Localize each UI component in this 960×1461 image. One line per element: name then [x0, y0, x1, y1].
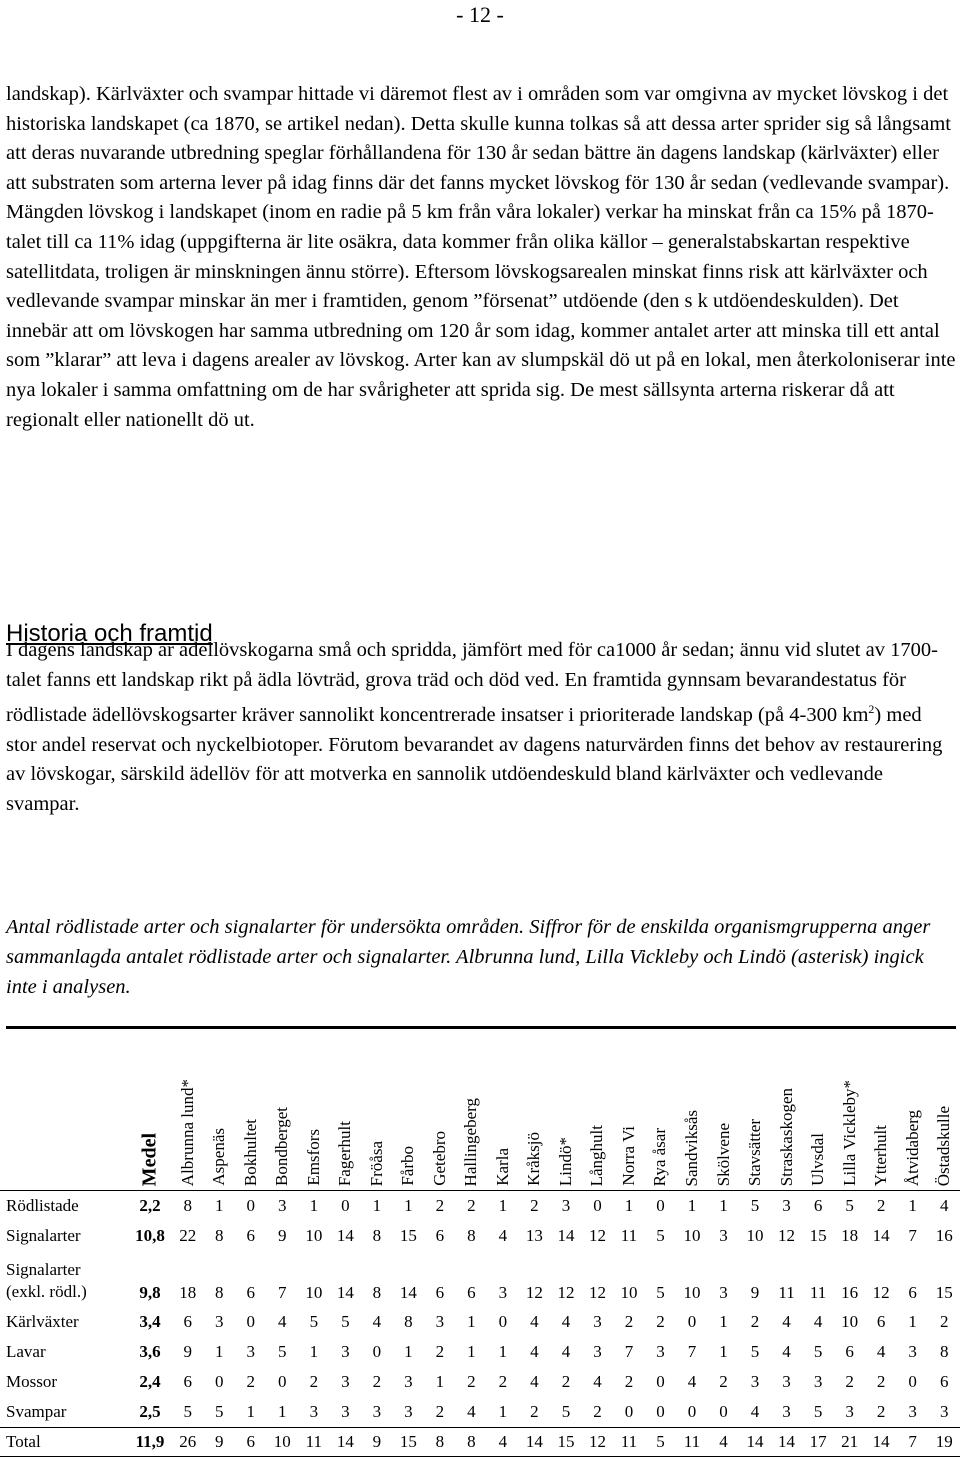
table-cell: 3 — [656, 1342, 665, 1361]
table-cell: 2 — [624, 1312, 634, 1331]
table-cell: 1 — [719, 1196, 728, 1215]
column-header-label: Lilla Vickleby* — [839, 1080, 859, 1186]
species-table-wrapper — [0, 1030, 960, 1461]
species-table — [0, 1030, 960, 1457]
table-cell: 3 — [908, 1342, 917, 1361]
body-paragraph-2 — [6, 636, 956, 819]
column-header-label: Straskaskogen — [776, 1087, 796, 1186]
medel-cell: 2,4 — [139, 1372, 161, 1391]
table-row — [0, 1307, 960, 1337]
section-heading: Historia och framtid — [6, 619, 213, 647]
column-header — [582, 1030, 614, 1191]
table-cell: 4 — [593, 1372, 602, 1391]
table-cell: 3 — [498, 1283, 508, 1302]
column-header-label: Fårbo — [398, 1146, 418, 1186]
column-header — [361, 1030, 393, 1191]
column-header — [550, 1030, 582, 1191]
table-cell: 14 — [399, 1283, 417, 1302]
column-header — [204, 1030, 236, 1191]
table-cell: 4 — [561, 1312, 571, 1331]
table-cell: 2 — [876, 1402, 886, 1421]
column-header-label: Fagerhult — [335, 1120, 355, 1186]
table-cell: 3 — [215, 1312, 224, 1331]
paragraph-2-part1: I dagens landskap är ädellövskogarna små och spridda, jämfört med för ca1000 år sedan; ännu vid slutet av 1700-talet fanns ett landskap rikt på ädla lövträd, grova träd och död ved. En framtida gynnsam bevarandestatus för rödlistade ädellövskogsarter kräver sannolikt koncentrerade insatser i prioriterade landskap (på 4-300 km — [6, 639, 938, 727]
table-cell: 2 — [372, 1372, 382, 1391]
table-cell: 1 — [719, 1312, 728, 1331]
table-cell: 1 — [246, 1402, 256, 1421]
table-cell: 9 — [750, 1283, 760, 1302]
table-cell: 2 — [845, 1372, 854, 1391]
table-cell: 8 — [183, 1196, 192, 1215]
table-cell: 4 — [876, 1342, 886, 1361]
table-cell: 3 — [404, 1402, 413, 1421]
table-cell: 14 — [771, 1428, 803, 1457]
table-cell: 4 — [782, 1312, 791, 1331]
table-cell: 5 — [656, 1283, 665, 1302]
table-cell: 2 — [719, 1372, 728, 1391]
table-cell: 1 — [372, 1196, 382, 1215]
column-header — [456, 1030, 488, 1191]
table-cell: 10 — [620, 1283, 638, 1302]
table-cell: 4 — [498, 1226, 508, 1245]
column-header-label: Aspenäs — [209, 1128, 229, 1186]
table-body — [0, 1191, 960, 1457]
table-cell: 2 — [435, 1402, 445, 1421]
table-cell: 5 — [278, 1342, 287, 1361]
table-cell: 14 — [336, 1226, 354, 1245]
column-header-medel — [128, 1030, 172, 1191]
table-cell: 14 — [336, 1283, 354, 1302]
table-cell: 22 — [179, 1226, 197, 1245]
table-cell: 2 — [593, 1402, 602, 1421]
table-cell: 2 — [939, 1312, 949, 1331]
table-cell: 6 — [246, 1226, 256, 1245]
page-number: - 12 - — [456, 2, 504, 27]
column-header-label: Ulvsdal — [808, 1133, 828, 1186]
table-cell: 7 — [908, 1226, 917, 1245]
column-header — [424, 1030, 456, 1191]
table-cell: 3 — [404, 1372, 413, 1391]
table-cell: 1 — [624, 1196, 634, 1215]
column-header-label: Skölvene — [713, 1122, 733, 1186]
row-label: Signalarter — [6, 1226, 81, 1245]
table-cell: 1 — [404, 1342, 413, 1361]
table-cell: 0 — [656, 1372, 665, 1391]
medel-cell: 3,6 — [139, 1342, 161, 1361]
table-cell: 0 — [593, 1196, 602, 1215]
table-cell: 10 — [305, 1226, 323, 1245]
table-cell: 1 — [498, 1196, 508, 1215]
table-cell: 8 — [215, 1283, 224, 1302]
table-cell: 0 — [372, 1342, 382, 1361]
table-cell: 12 — [588, 1283, 606, 1302]
table-cell: 3 — [939, 1402, 949, 1421]
column-header-label: Åtvidaberg — [902, 1109, 922, 1186]
table-cell: 0 — [719, 1402, 728, 1421]
table-cell: 1 — [309, 1342, 319, 1361]
table-cell: 10 — [746, 1226, 764, 1245]
table-cell: 0 — [656, 1196, 665, 1215]
table-cell: 3 — [782, 1402, 791, 1421]
table-cell: 3 — [246, 1342, 256, 1361]
table-cell: 2 — [467, 1372, 476, 1391]
medel-cell: 2,5 — [139, 1402, 161, 1421]
column-header-label: Fröåsa — [366, 1140, 386, 1186]
table-cell: 3 — [719, 1226, 728, 1245]
table-cell: 5 — [561, 1402, 571, 1421]
table-cell: 1 — [435, 1372, 445, 1391]
table-cell: 11 — [676, 1428, 708, 1457]
table-cell: 2 — [530, 1196, 539, 1215]
medel-cell: 9,8 — [139, 1283, 161, 1302]
table-cell: 0 — [278, 1372, 287, 1391]
table-caption: Antal rödlistade arter och signalarter för undersökta områden. Siffror för de enskilda organismgrupperna anger sammanlagda antalet rödlistade arter och signalarter. Albrunna lund, Lilla Vickleby och Lindö (asterisk) ingick inte i analysen. — [6, 916, 931, 998]
table-cell: 2 — [750, 1312, 760, 1331]
column-header-label: Ytterhult — [871, 1124, 891, 1186]
column-header — [739, 1030, 771, 1191]
table-cell: 0 — [215, 1372, 224, 1391]
table-cell: 14 — [872, 1226, 890, 1245]
table-cell: 6 — [183, 1312, 192, 1331]
table-cell: 1 — [498, 1402, 508, 1421]
table-cell: 6 — [435, 1226, 445, 1245]
table-cell: 1 — [309, 1196, 319, 1215]
paragraph-2-text — [6, 636, 956, 819]
table-cell: 12 — [525, 1283, 543, 1302]
table-cell: 1 — [687, 1196, 697, 1215]
column-header-label: Sandviksås — [682, 1109, 701, 1186]
column-header-label: Getebro — [429, 1131, 449, 1186]
column-header-label: Bondberget — [272, 1106, 292, 1186]
table-cell: 2 — [467, 1196, 476, 1215]
table-cell: 0 — [246, 1196, 256, 1215]
table-cell: 1 — [498, 1342, 508, 1361]
header-corner — [0, 1030, 128, 1191]
column-header-label: Östadskulle — [934, 1105, 954, 1186]
table-cell: 5 — [309, 1312, 319, 1331]
table-cell: 6 — [435, 1283, 445, 1302]
table-cell: 12 — [557, 1283, 575, 1302]
table-cell: 9 — [183, 1342, 192, 1361]
table-cell: 9 — [361, 1428, 393, 1457]
table-cell: 2 — [876, 1196, 886, 1215]
table-cell: 4 — [278, 1312, 287, 1331]
table-cell: 15 — [809, 1226, 827, 1245]
table-cell: 3 — [908, 1402, 917, 1421]
column-header-label: Hallingeberg — [461, 1097, 481, 1186]
column-header-label: Karla — [492, 1148, 512, 1186]
column-header — [645, 1030, 677, 1191]
column-header-label: Kråksjö — [524, 1132, 544, 1186]
column-header — [330, 1030, 362, 1191]
table-cell: 6 — [246, 1283, 256, 1302]
table-cell: 7 — [897, 1428, 929, 1457]
table-cell: 10 — [683, 1283, 701, 1302]
table-cell: 3 — [435, 1312, 445, 1331]
column-header-label: Lindö* — [555, 1136, 575, 1186]
table-cell: 4 — [487, 1428, 519, 1457]
table-cell: 3 — [750, 1372, 760, 1391]
table-cell: 3 — [593, 1312, 602, 1331]
row-label: Total — [0, 1428, 128, 1457]
table-cell: 6 — [939, 1372, 949, 1391]
column-header — [928, 1030, 960, 1191]
column-header — [267, 1030, 299, 1191]
column-header — [487, 1030, 519, 1191]
table-row — [0, 1337, 960, 1367]
table-cell: 5 — [341, 1312, 350, 1331]
column-header — [298, 1030, 330, 1191]
table-cell: 5 — [750, 1342, 760, 1361]
table-cell: 2 — [246, 1372, 256, 1391]
medel-cell: 11,9 — [128, 1428, 172, 1457]
table-cell: 2 — [876, 1372, 886, 1391]
table-cell: 10 — [683, 1226, 701, 1245]
table-row — [0, 1397, 960, 1428]
table-cell: 8 — [372, 1226, 382, 1245]
table-cell: 0 — [341, 1196, 350, 1215]
body-paragraph-1 — [6, 80, 956, 435]
row-label — [0, 1251, 128, 1307]
table-cell: 15 — [550, 1428, 582, 1457]
table-cell: 1 — [908, 1196, 917, 1215]
column-header-label: Medel — [138, 1132, 161, 1186]
table-cell: 4 — [939, 1196, 949, 1215]
table-cell: 9 — [278, 1226, 287, 1245]
table-cell: 2 — [435, 1196, 445, 1215]
table-cell: 0 — [908, 1372, 917, 1391]
table-cell: 4 — [530, 1312, 539, 1331]
table-cell: 5 — [813, 1402, 823, 1421]
table-cell: 2 — [498, 1372, 508, 1391]
table-cell: 14 — [739, 1428, 771, 1457]
table-row — [0, 1221, 960, 1251]
table-cell: 5 — [750, 1196, 760, 1215]
table-cell: 4 — [687, 1372, 697, 1391]
column-header — [613, 1030, 645, 1191]
table-cell: 2 — [435, 1342, 445, 1361]
table-cell: 0 — [687, 1402, 697, 1421]
table-cell: 8 — [939, 1342, 949, 1361]
column-header — [708, 1030, 740, 1191]
table-cell: 6 — [908, 1283, 917, 1302]
table-cell: 6 — [235, 1428, 267, 1457]
table-cell: 7 — [624, 1342, 634, 1361]
table-cell: 3 — [593, 1342, 602, 1361]
table-row — [0, 1251, 960, 1307]
column-header-label: Långhult — [587, 1124, 607, 1186]
column-header — [235, 1030, 267, 1191]
column-header — [802, 1030, 834, 1191]
row-label-line2: (exkl. rödl.) — [6, 1282, 87, 1301]
table-cell: 2 — [309, 1372, 319, 1391]
table-cell: 5 — [645, 1428, 677, 1457]
column-header — [897, 1030, 929, 1191]
table-cell: 4 — [561, 1342, 571, 1361]
table-cell: 3 — [341, 1402, 350, 1421]
table-cell: 5 — [656, 1226, 665, 1245]
row-label: Svampar — [6, 1402, 67, 1421]
column-header — [519, 1030, 551, 1191]
table-cell: 12 — [778, 1226, 796, 1245]
column-header — [676, 1030, 708, 1191]
row-label: Rödlistade — [6, 1196, 79, 1215]
table-cell: 5 — [183, 1402, 192, 1421]
table-row — [0, 1428, 960, 1457]
row-label: Mossor — [6, 1372, 58, 1391]
table-cell: 6 — [845, 1342, 854, 1361]
column-header — [771, 1030, 803, 1191]
table-cell: 4 — [813, 1312, 823, 1331]
column-header-label: Bokhultet — [240, 1118, 260, 1186]
table-cell: 8 — [215, 1226, 224, 1245]
table-cell: 0 — [624, 1402, 634, 1421]
column-header-label: Emsfors — [303, 1129, 323, 1186]
table-cell: 1 — [278, 1402, 287, 1421]
table-cell: 19 — [928, 1428, 960, 1457]
table-cell: 8 — [404, 1312, 413, 1331]
table-cell: 11 — [613, 1428, 645, 1457]
table-cell: 8 — [456, 1428, 488, 1457]
table-cell: 3 — [719, 1283, 728, 1302]
table-cell: 10 — [267, 1428, 299, 1457]
table-cell: 17 — [802, 1428, 834, 1457]
table-row — [0, 1191, 960, 1222]
table-cell: 4 — [750, 1402, 760, 1421]
table-cell: 15 — [935, 1283, 953, 1302]
medel-cell: 3,4 — [139, 1312, 161, 1331]
table-cell: 13 — [525, 1226, 543, 1245]
table-cell: 12 — [588, 1226, 606, 1245]
table-cell: 0 — [687, 1312, 697, 1331]
table-cell: 6 — [813, 1196, 823, 1215]
table-cell: 5 — [215, 1402, 224, 1421]
table-cell: 6 — [876, 1312, 886, 1331]
table-cell: 1 — [467, 1342, 476, 1361]
table-cell: 18 — [841, 1226, 859, 1245]
table-cell: 7 — [687, 1342, 697, 1361]
table-cell: 9 — [204, 1428, 236, 1457]
table-cell: 3 — [309, 1402, 319, 1421]
table-cell: 4 — [467, 1402, 476, 1421]
row-label: Lavar — [6, 1342, 46, 1361]
column-header-label: Stavsätter — [745, 1118, 765, 1186]
table-cell: 3 — [341, 1372, 350, 1391]
table-cell: 11 — [778, 1283, 795, 1302]
table-cell: 8 — [467, 1226, 476, 1245]
medel-cell: 2,2 — [139, 1196, 161, 1215]
row-label: Kärlväxter — [6, 1312, 79, 1331]
table-cell: 7 — [278, 1283, 287, 1302]
table-cell: 16 — [841, 1283, 859, 1302]
column-header-label: Rya åsar — [650, 1127, 670, 1186]
column-header-label: Norra Vi — [618, 1126, 638, 1186]
table-cell: 4 — [708, 1428, 740, 1457]
table-cell: 11 — [298, 1428, 330, 1457]
medel-cell: 10,8 — [135, 1226, 165, 1245]
table-cell: 3 — [278, 1196, 287, 1215]
table-cell: 14 — [865, 1428, 897, 1457]
table-cell: 3 — [341, 1342, 350, 1361]
table-cell: 10 — [841, 1312, 859, 1331]
table-cell: 0 — [498, 1312, 508, 1331]
table-cell: 11 — [809, 1283, 827, 1302]
table-cell: 18 — [179, 1283, 197, 1302]
table-cell: 2 — [561, 1372, 571, 1391]
table-cell: 8 — [372, 1283, 382, 1302]
table-cell: 1 — [908, 1312, 917, 1331]
table-cell: 5 — [845, 1196, 854, 1215]
table-cell: 3 — [372, 1402, 382, 1421]
table-cell: 6 — [183, 1372, 192, 1391]
table-cell: 26 — [172, 1428, 204, 1457]
table-cell: 6 — [467, 1283, 476, 1302]
table-cell: 3 — [561, 1196, 571, 1215]
table-cell: 1 — [404, 1196, 413, 1215]
table-cell: 0 — [656, 1402, 665, 1421]
table-cell: 11 — [620, 1226, 638, 1245]
table-cell: 3 — [782, 1372, 791, 1391]
column-header — [393, 1030, 425, 1191]
table-cell: 15 — [393, 1428, 425, 1457]
column-header — [865, 1030, 897, 1191]
table-cell: 3 — [782, 1196, 791, 1215]
table-cell: 3 — [813, 1372, 823, 1391]
table-cell: 15 — [399, 1226, 417, 1245]
table-cell: 4 — [782, 1342, 791, 1361]
paragraph-2-part2: ) med stor andel reservat och nyckelbiotoper. Förutom bevarandet av dagens naturvärden finns det behov av restaurering av lövskogar, särskild ädellöv för att motverka en sannolik utdöendeskuld bland kärlväxter och vedlevande svampar. — [6, 704, 943, 815]
superscript-2: 2 — [868, 702, 875, 717]
table-cell: 1 — [467, 1312, 476, 1331]
table-cell: 14 — [519, 1428, 551, 1457]
table-cell: 2 — [624, 1372, 634, 1391]
table-cell: 2 — [530, 1402, 539, 1421]
table-cell: 4 — [530, 1342, 539, 1361]
table-cell: 1 — [215, 1196, 224, 1215]
column-header-label: Albrunna lund* — [177, 1078, 197, 1186]
table-cell: 8 — [424, 1428, 456, 1457]
table-cell: 14 — [330, 1428, 362, 1457]
table-cell: 1 — [719, 1342, 728, 1361]
table-cell: 12 — [582, 1428, 614, 1457]
table-cell: 21 — [834, 1428, 866, 1457]
table-cell: 12 — [872, 1283, 890, 1302]
table-cell: 4 — [530, 1372, 539, 1391]
paragraph-1-text: landskap). Kärlväxter och svampar hittade vi däremot flest av i områden som var omgivna av mycket lövskog i det historiska landskapet (ca 1870, se artikel nedan). Detta skulle kunna tolkas så att dessa arter sprider sig så långsamt att deras nuvarande utbredning speglar förhållandena för 130 år sedan bättre än dagens landskap (kärlväxter) eller att substraten som arterna lever på idag finns där det fanns mycket lövskog för 130 år sedan (vedlevande svampar). Mängden lövskog i landskapet (inom en radie på 5 km från våra lokaler) verkar ha minskat från ca 15% på 1870-talet till ca 11% idag (uppgifterna är lite osäkra, data kommer från olika källor – generalstabskartan respektive satellitdata, troligen är minskningen ännu större). Eftersom lövskogsarealen minskat finns risk att kärlväxter och vedlevande svampar minskar än mer i framtiden, genom ”försenat” utdöende (den s k utdöendeskulden). Det innebär att om lövskogen har samma utbredning om 120 år som idag, kommer antalet arter att minska till ett antal som ”klarar” att leva i dagens arealer av lövskog. Arter kan av slumpskäl dö ut på en lokal, men återkoloniserar inte nya lokaler i samma omfattning om de har svårigheter att sprida sig. De mest sällsynta arterna riskerar då att regionalt eller nationellt dö ut. — [6, 83, 956, 431]
row-label-line1: Signalarter — [6, 1260, 81, 1279]
column-header — [834, 1030, 866, 1191]
table-cell: 10 — [305, 1283, 323, 1302]
table-top-rule — [6, 1026, 956, 1029]
table-row — [0, 1367, 960, 1397]
table-cell: 16 — [935, 1226, 953, 1245]
table-cell: 0 — [246, 1312, 256, 1331]
table-cell: 3 — [845, 1402, 854, 1421]
table-cell: 2 — [656, 1312, 665, 1331]
table-cell: 1 — [215, 1342, 224, 1361]
table-cell: 14 — [557, 1226, 575, 1245]
column-header — [172, 1030, 204, 1191]
table-cell: 5 — [813, 1342, 823, 1361]
table-cell: 4 — [372, 1312, 382, 1331]
table-header-row — [0, 1030, 960, 1191]
